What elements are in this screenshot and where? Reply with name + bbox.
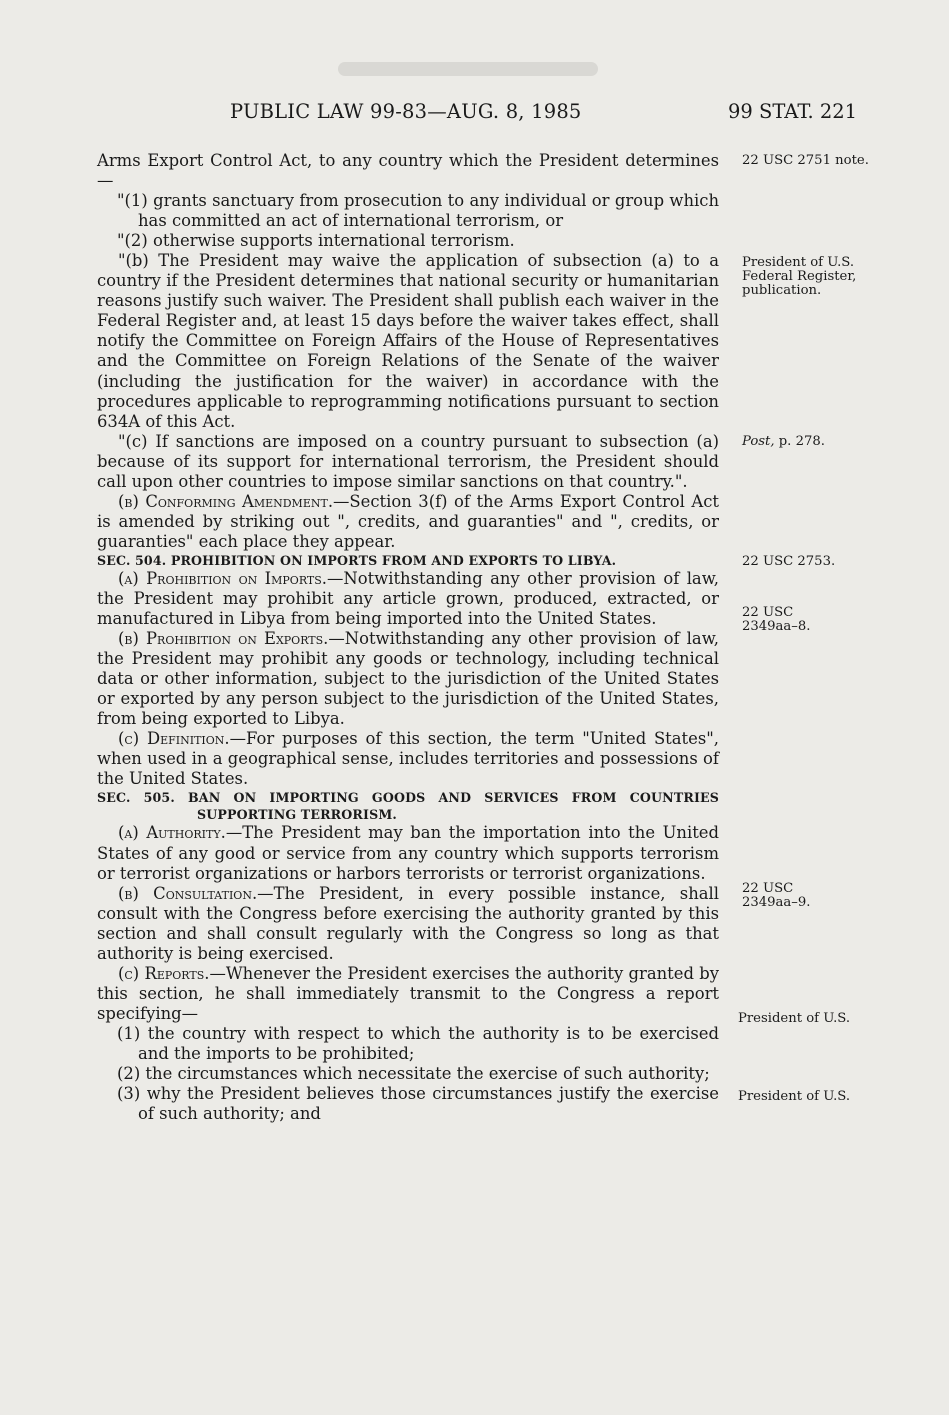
subsection-lead: (b) Consultation. xyxy=(118,883,258,903)
paragraph xyxy=(97,964,719,1024)
paragraph: "(1) grants sanctuary from prosecution to any individual or group which has committed an act of international terrorism, or xyxy=(117,191,719,231)
margin-note-text: p. 278. xyxy=(774,434,825,449)
paragraph-text: —Section 3(f) of the Arms Export Control Act is amended by striking out ", credits, and guaranties" and ", credits, or guaranties" each place they appear. xyxy=(97,491,719,551)
paragraph xyxy=(97,823,719,883)
paragraph xyxy=(97,884,719,964)
paragraph-text: —Notwithstanding any other provision of law, the President may prohibit any goods or technology, including technical data or other information, subject to the jurisdiction of the United States or exported by any person subject to the jurisdiction of the United States, from being exported to Libya. xyxy=(97,629,719,729)
paragraph: "(c) If sanctions are imposed on a country pursuant to subsection (a) because of its support for international terrorism, the President should call upon other countries to impose similar sanctions on that country.". xyxy=(97,431,719,491)
margin-note: 22 USC 2349aa–9. xyxy=(742,881,811,910)
margin-note xyxy=(742,435,872,449)
page-header-title: PUBLIC LAW 99-83—AUG. 8, 1985 xyxy=(230,100,582,123)
paragraph xyxy=(97,729,719,789)
list-item: (2) the circumstances which necessitate the exercise of such authority; xyxy=(117,1064,710,1084)
page-header-stat-ref: 99 STAT. 221 xyxy=(728,100,858,123)
paragraph-text: —The President, in every possible instance, shall consult with the Congress before exercising the authority granted by this section and shall consult regularly with the Congress so long as that authority is being exercised. xyxy=(97,883,720,963)
paragraph xyxy=(97,492,719,552)
section-heading: SEC. 504. PROHIBITION ON IMPORTS FROM AND EXPORTS TO LIBYA. xyxy=(97,552,617,568)
subsection-lead: (c) Definition. xyxy=(118,729,230,749)
paragraph-text: —The President may ban the importation into the United States of any good or service from any country which supports terrorism or terrorist organizations or harbors terrorists or terrorist organizations. xyxy=(97,823,719,883)
margin-note: President of U.S. Federal Register, publication. xyxy=(742,255,857,298)
scan-smudge xyxy=(338,62,598,76)
paragraph: "(2) otherwise supports international terrorism. xyxy=(117,231,515,251)
margin-note: President of U.S. xyxy=(738,1011,851,1026)
paragraph xyxy=(97,569,719,629)
subsection-lead: (c) Reports. xyxy=(118,963,210,983)
list-item: (3) why the President believes those circumstances justify the exercise of such authority; and xyxy=(117,1084,719,1124)
list-item: (1) the country with respect to which the authority is to be exercised and the imports to be prohibited; xyxy=(117,1023,719,1063)
margin-note: 22 USC 2751 note. xyxy=(742,153,869,168)
margin-note-italic: Post, xyxy=(742,434,775,449)
subsection-lead: (b) Conforming Amendment. xyxy=(118,491,334,511)
paragraph-text: —Whenever the President exercises the authority granted by this section, he shall immediately transmit to the Congress a report specifying— xyxy=(97,963,719,1023)
paragraph: Arms Export Control Act, to any country which the President determines— xyxy=(97,151,719,191)
body-text xyxy=(97,151,719,1124)
paragraph xyxy=(97,629,719,729)
margin-note: 22 USC 2753. xyxy=(742,554,836,569)
subsection-lead: (b) Prohibition on Exports. xyxy=(118,629,329,649)
paragraph: "(b) The President may waive the application of subsection (a) to a country if the President determines that national security or humanitarian reasons justify such waiver. The President shall publish each waiver in the Federal Register and, at least 15 days before the waiver takes effect, shall notify the Committee on Foreign Affairs of the House of Representatives and the Committee on Foreign Relations of the Senate of the waiver (including the justification for the waiver) in accordance with the procedures applicable to reprogramming notifications pursuant to section 634A of this Act. xyxy=(97,251,719,431)
subsection-lead: (a) Authority. xyxy=(118,823,226,843)
section-heading: SEC. 505. BAN ON IMPORTING GOODS AND SERVICES FROM COUNTRIES SUPPORTING TERRORISM. xyxy=(97,790,719,823)
paragraph-text: —For purposes of this section, the term "United States", when used in a geographical sense, includes territories and possessions of the United States. xyxy=(97,729,719,789)
margin-note: President of U.S. xyxy=(738,1089,851,1104)
subsection-lead: (a) Prohibition on Imports. xyxy=(118,568,328,588)
margin-note: 22 USC 2349aa–8. xyxy=(742,605,811,634)
paragraph-text: —Notwithstanding any other provision of law, the President may prohibit any article grown, produced, extracted, or manufactured in Libya from being imported into the United States. xyxy=(97,568,720,629)
